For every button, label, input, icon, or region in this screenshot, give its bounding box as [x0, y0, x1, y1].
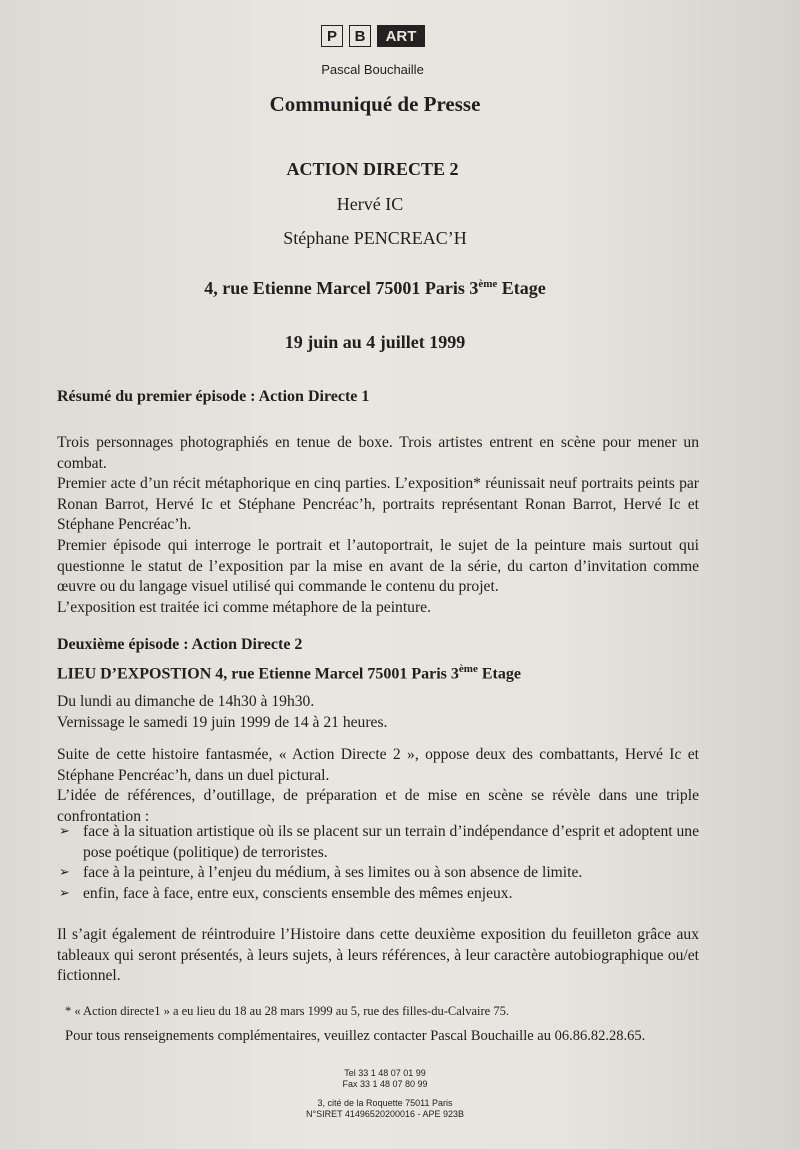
list-item [57, 822, 699, 863]
logo-word-art: ART [377, 25, 425, 47]
footer-phone [0, 1068, 770, 1090]
venue-end: Etage [477, 665, 521, 683]
logo-letter-p: P [321, 25, 343, 47]
arrow-bullet-icon: ➢ [59, 885, 70, 901]
page-title: Communiqué de Presse [269, 92, 481, 116]
opening-hours [57, 692, 387, 733]
hours-line: Du lundi au dimanche de 14h30 à 19h30. [57, 693, 315, 710]
footer-siret: N°SIRET 41496520200016 - APE 923B [305, 1109, 465, 1119]
footer-address: 3, cité de la Roquette 75011 Paris [317, 1098, 453, 1108]
venue-line [57, 663, 521, 683]
venue-main: LIEU D’EXPOSTION 4, rue Etienne Marcel 75001 Paris 3 [57, 665, 459, 683]
list-item [57, 863, 699, 884]
summary-line: Premier épisode qui interroge le portrait et l’autoportrait, le sujet de la peinture mais surtout qui questionne le statut de l’exposition par la mise en avant de la série, du carton d’invitation comme œuvre ou du langage visuel utilisé qui commande le contenu du projet. [57, 536, 699, 596]
list-item-text: enfin, face à face, entre eux, conscients ensemble des mêmes enjeux. [83, 884, 513, 902]
logo-letter-b: B [349, 25, 371, 47]
list-item-text: face à la situation artistique où ils se placent sur un terrain d’indépendance d’esprit et adoptent une pose poétique (politique) de terroristes. [83, 823, 699, 861]
footer-fax: Fax 33 1 48 07 80 99 [342, 1079, 428, 1089]
address-main: 4, rue Etienne Marcel 75001 Paris 3 [204, 278, 479, 298]
artist-2: Stéphane PENCREAC’H [283, 228, 467, 248]
list-item-text: face à la peinture, à l’enjeu du médium, à ses limites ou à son absence de limite. [83, 864, 583, 882]
artist-1: Hervé IC [336, 194, 404, 214]
footer-tel: Tel 33 1 48 07 01 99 [344, 1068, 426, 1078]
exhibition-dates: 19 juin au 4 juillet 1999 [284, 332, 466, 352]
address-sup: ème [478, 278, 498, 290]
closing-paragraph: Il s’agit également de réintroduire l’Histoire dans cette deuxième exposition du feuilleton grâce aux tableaux qui seront présentés, à leurs sujets, à leurs références, à leur caractère autobiographique ou/et fictionnel. [57, 926, 699, 985]
summary-heading: Résumé du premier épisode : Action Directe 1 [57, 388, 370, 405]
exhibition-name: ACTION DIRECTE 2 [286, 159, 459, 179]
footer-address-block [0, 1098, 770, 1120]
summary-line: Premier acte d’un récit métaphorique en cinq parties. L’exposition* réunissait neuf portraits peints par Ronan Barrot, Hervé Ic et Stéphane Pencréac’h, portraits représentant Ronan Barrot, Hervé Ic et Stéphane Pencréac’h. [57, 475, 699, 534]
arrow-bullet-icon: ➢ [59, 865, 70, 881]
opening-reception: Vernissage le samedi 19 juin 1999 de 14 à 21 heures. [57, 713, 388, 731]
venue-sup: ème [458, 663, 478, 675]
summary-paragraph [57, 433, 699, 618]
arrow-bullet-icon: ➢ [59, 824, 70, 839]
summary-line: Trois personnages photographiés en tenue de boxe. Trois artistes entrent en scène pour mener un combat. [57, 434, 699, 472]
episode2-heading: Deuxième épisode : Action Directe 2 [57, 636, 303, 653]
confrontation-list [57, 822, 699, 904]
footnote: * « Action directe1 » a eu lieu du 18 au 28 mars 1999 au 5, rue des filles-du-Calvaire 75. [65, 1004, 509, 1018]
pb-art-logo [321, 25, 425, 49]
brand-name: Pascal Bouchaille [321, 62, 424, 77]
intro-line: L’idée de références, d’outillage, de préparation et de mise en scène se révèle dans une triple confrontation : [57, 787, 699, 825]
address-end: Etage [497, 278, 546, 298]
exhibition-address [0, 278, 750, 299]
episode2-intro [57, 745, 699, 827]
list-item [57, 884, 699, 905]
contact-line: Pour tous renseignements complémentaires, veuillez contacter Pascal Bouchaille au 06.86.82.28.65. [65, 1028, 646, 1044]
intro-line: Suite de cette histoire fantasmée, « Action Directe 2 », oppose deux des combattants, Hervé Ic et Stéphane Pencréac’h, dans un duel pictural. [57, 746, 699, 784]
summary-line: L’exposition est traitée ici comme métaphore de la peinture. [57, 598, 431, 616]
